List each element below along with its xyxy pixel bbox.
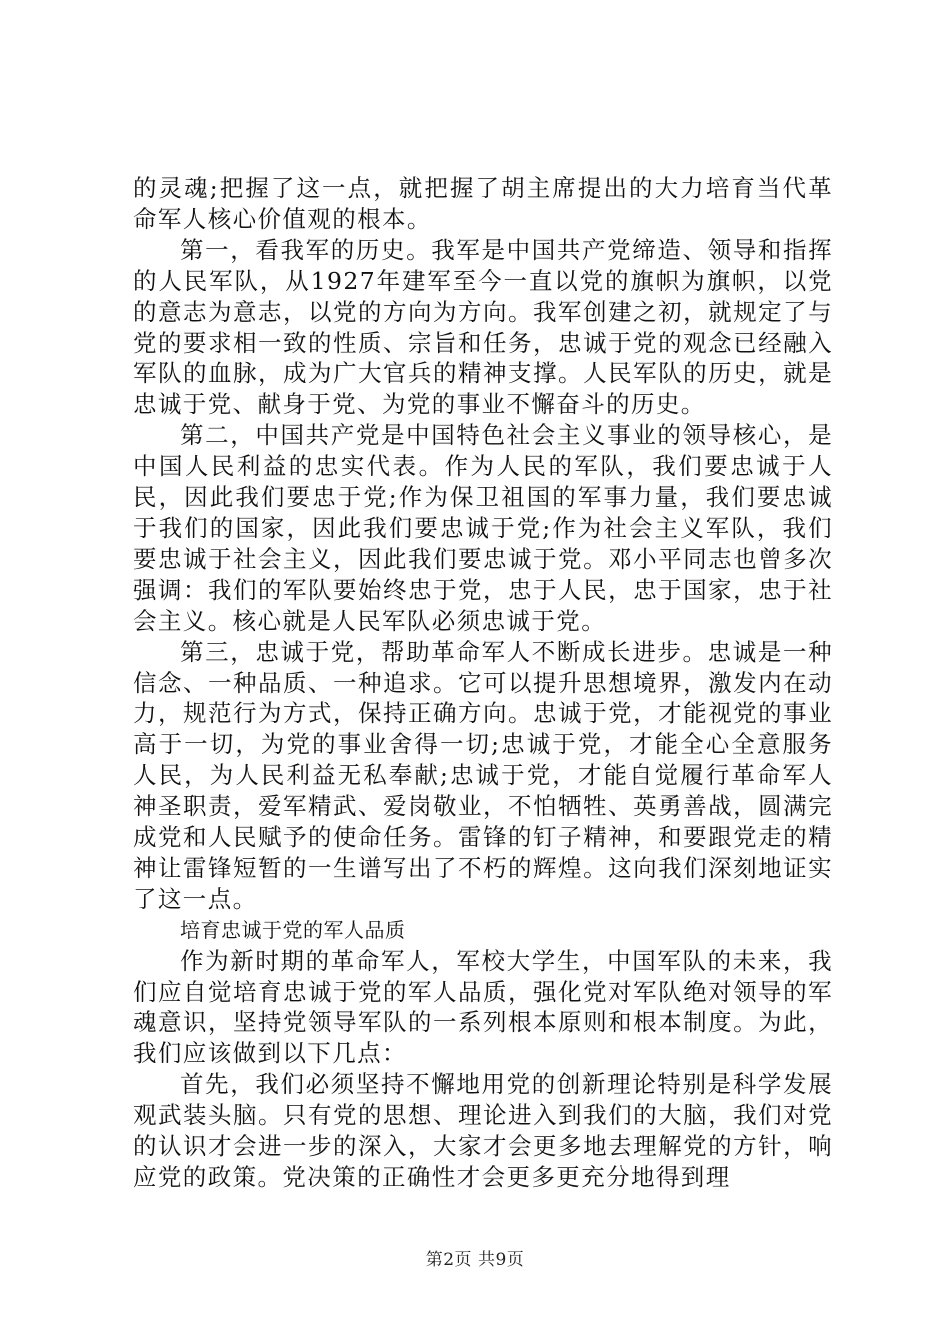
- document-body: [133, 173, 833, 1193]
- paragraph-army-history: 第一，看我军的历史。我军是中国共产党缔造、领导和指挥的人民军队，从1927年建军至今一直以党的旗帜为旗帜，以党的意志为意志，以党的方向为方向。我军创建之初，就规定了与党的要求相一致的性质、宗旨和任务，忠诚于党的观念已经融入军队的血脉，成为广大官兵的精神支撑。人民军队的历史，就是忠诚于党、献身于党、为党的事业不懈奋斗的历史。: [133, 235, 833, 419]
- paragraph-new-era-soldiers: 作为新时期的革命军人，军校大学生，中国军队的未来，我们应自觉培育忠诚于党的军人品质，强化党对军队绝对领导的军魂意识，坚持党领导军队的一系列根本原则和根本制度。为此，我们应该做到以下几点：: [133, 946, 833, 1068]
- section-heading: 培育忠诚于党的军人品质: [180, 917, 406, 942]
- paragraph-party-core: 第二，中国共产党是中国特色社会主义事业的领导核心，是中国人民利益的忠实代表。作为人民的军队，我们要忠诚于人民，因此我们要忠于党;作为保卫祖国的军事力量，我们要忠诚于我们的国家，因此我们要忠诚于党;作为社会主义军队，我们要忠诚于社会主义，因此我们要忠诚于党。邓小平同志也曾多次强调：我们的军队要始终忠于党，忠于人民，忠于国家，忠于社会主义。核心就是人民军队必须忠诚于党。: [133, 421, 833, 635]
- paragraph-first-point: 首先，我们必须坚持不懈地用党的创新理论特别是科学发展观武装头脑。只有党的思想、理论进入到我们的大脑，我们对党的认识才会进一步的深入，大家才会更多地去理解党的方针，响应党的政策。党决策的正确性才会更多更充分地得到理: [133, 1070, 833, 1191]
- paragraph-loyalty-growth: 第三，忠诚于党，帮助革命军人不断成长进步。忠诚是一种信念、一种品质、一种追求。它可以提升思想境界，激发内在动力，规范行为方式，保持正确方向。忠诚于党，才能视党的事业高于一切，为党的事业舍得一切;忠诚于党，才能全心全意服务人民，为人民利益无私奉献;忠诚于党，才能自觉履行革命军人神圣职责，爱军精武、爱岗敬业，不怕牺牲、英勇善战，圆满完成党和人民赋予的使命任务。雷锋的钉子精神，和要跟党走的精神让雷锋短暂的一生谱写出了不朽的辉煌。这向我们深刻地证实了这一点。: [133, 637, 833, 913]
- paragraph-continuation: 的灵魂;把握了这一点，就把握了胡主席提出的大力培育当代革命军人核心价值观的根本。: [133, 174, 833, 233]
- page-number-footer: 第2页 共9页: [425, 1250, 525, 1270]
